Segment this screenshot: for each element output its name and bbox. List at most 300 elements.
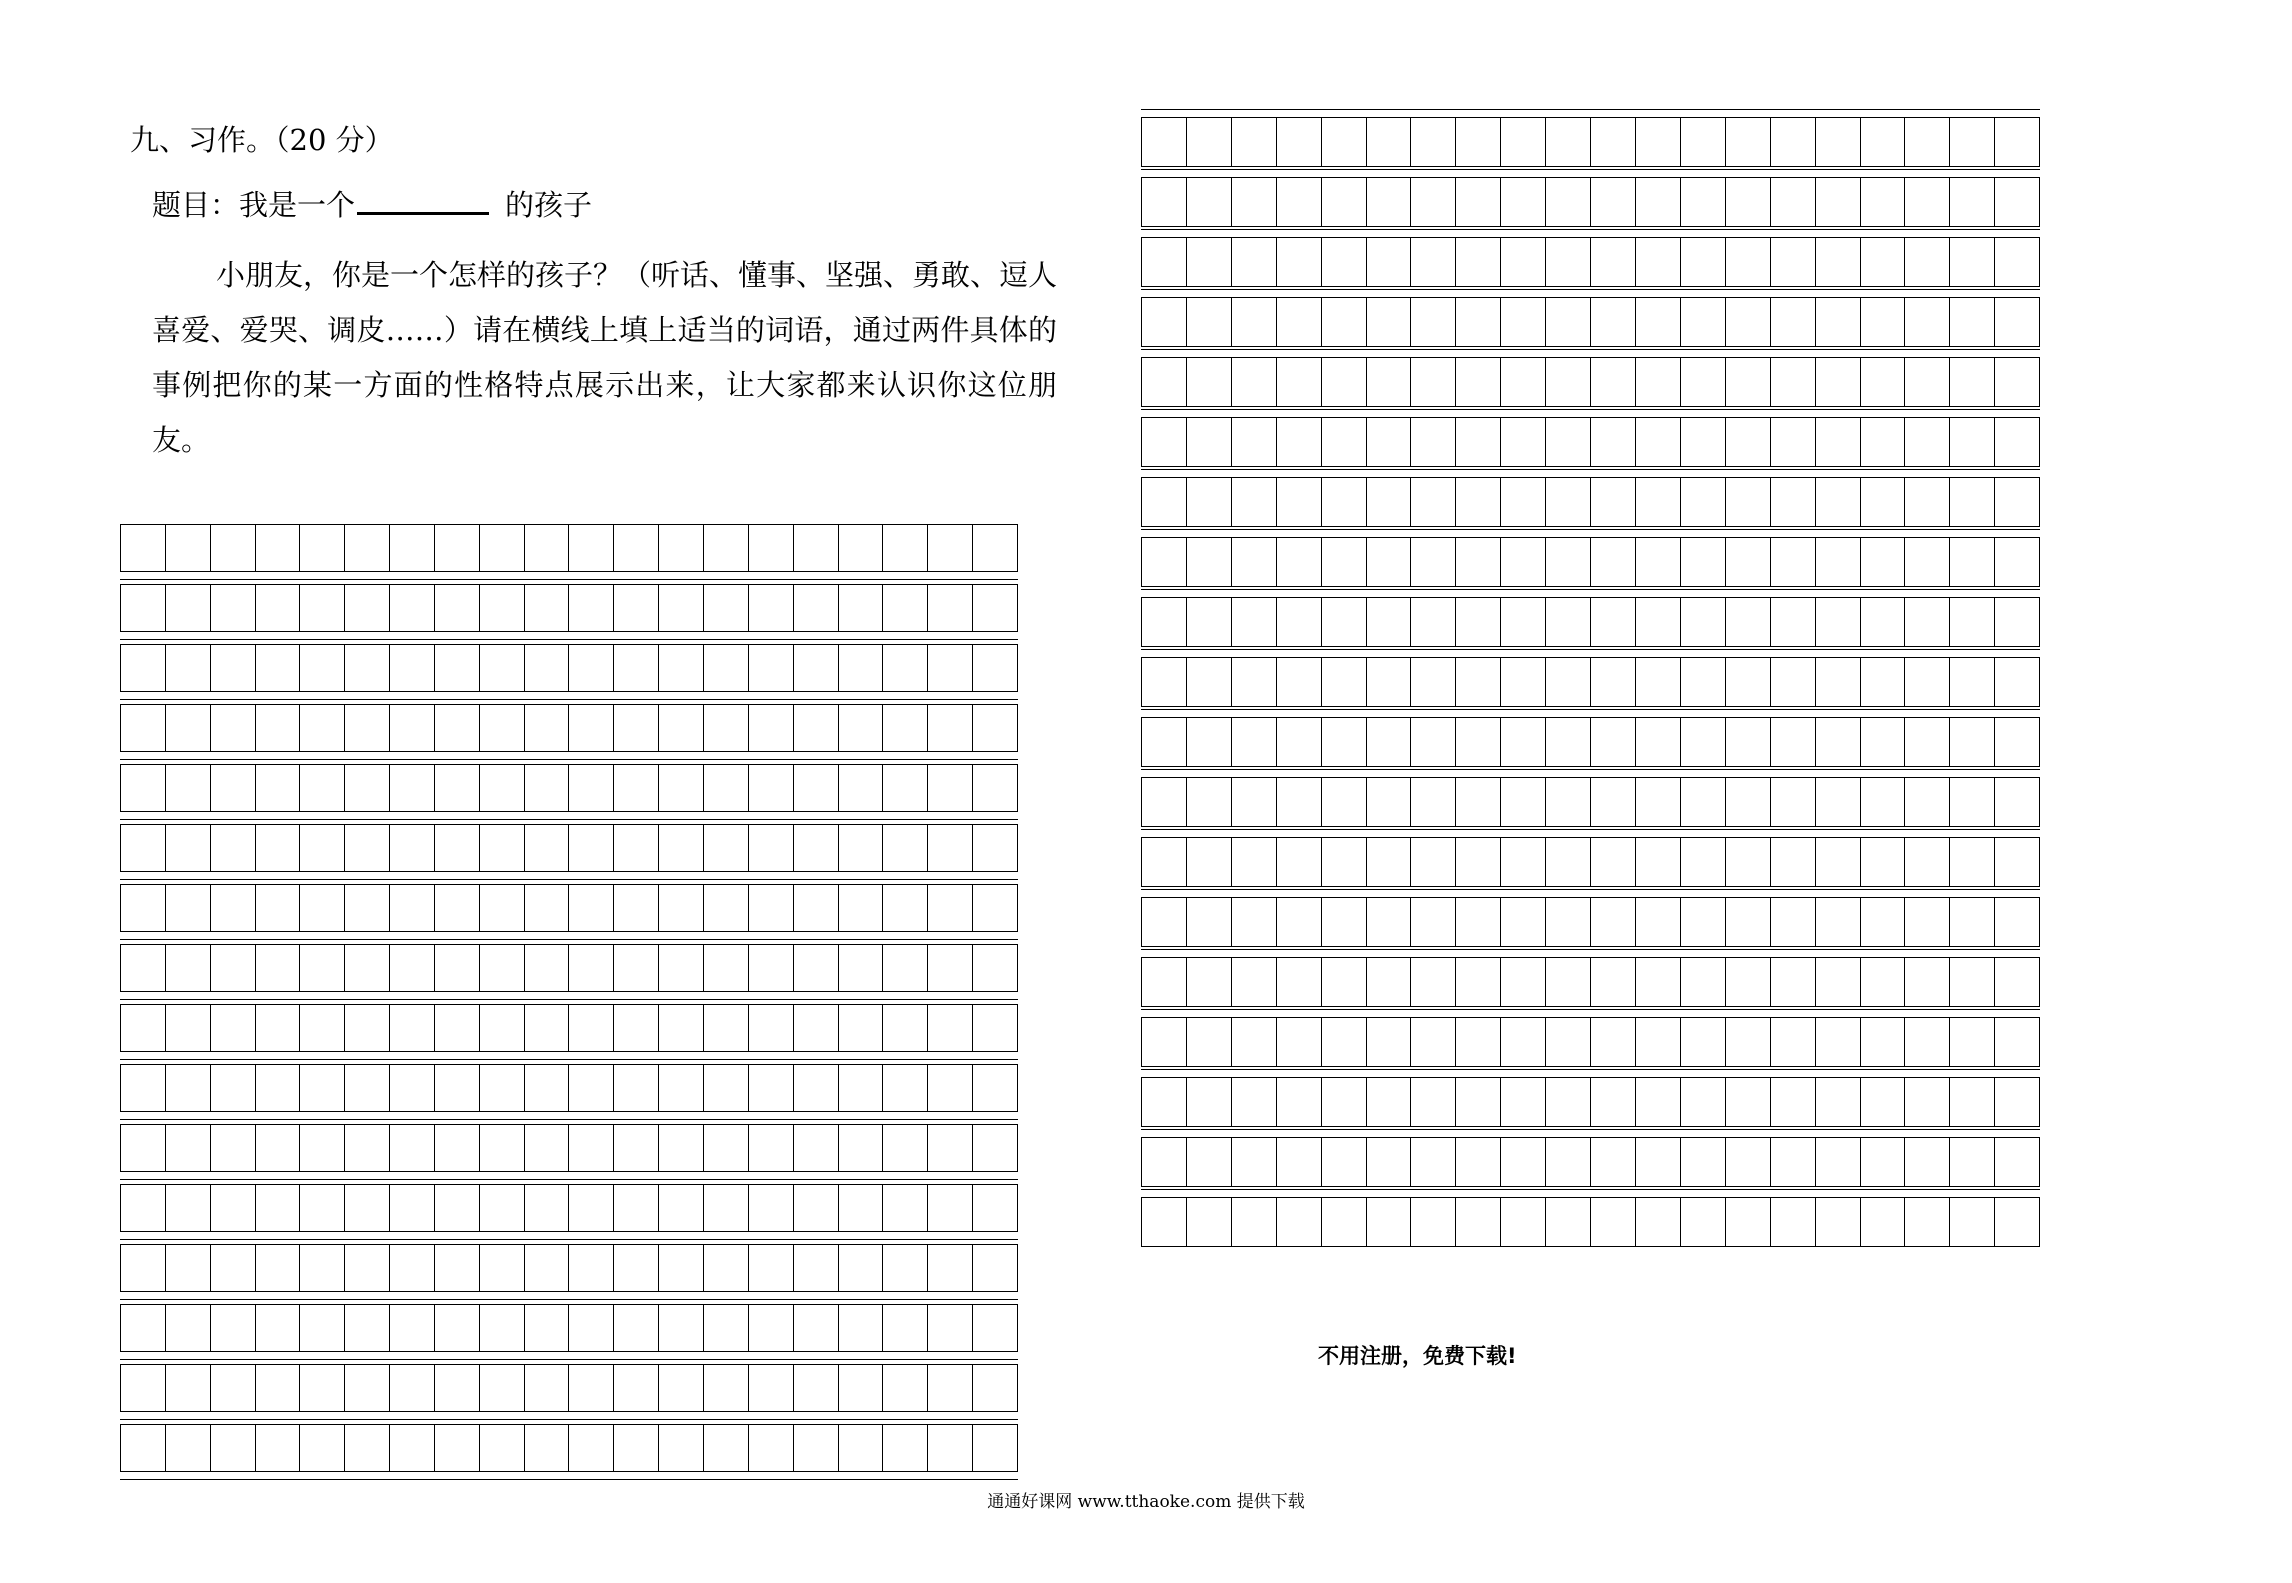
grid-cell[interactable] xyxy=(1545,1018,1590,1066)
grid-cell[interactable] xyxy=(434,585,479,631)
grid-cell[interactable] xyxy=(344,525,389,571)
grid-cell[interactable] xyxy=(1725,238,1770,286)
grid-cell[interactable] xyxy=(1725,958,1770,1006)
grid-cell[interactable] xyxy=(344,1005,389,1051)
grid-cell[interactable] xyxy=(658,585,703,631)
grid-cell[interactable] xyxy=(927,1305,972,1351)
grid-cell[interactable] xyxy=(524,1245,569,1291)
grid-cell[interactable] xyxy=(1231,1138,1276,1186)
grid-cell[interactable] xyxy=(1635,598,1680,646)
grid-cell[interactable] xyxy=(793,945,838,991)
grid-cell[interactable] xyxy=(1366,298,1411,346)
grid-cell[interactable] xyxy=(1366,478,1411,526)
grid-cell[interactable] xyxy=(1321,598,1366,646)
grid-cell[interactable] xyxy=(1186,958,1231,1006)
grid-cell[interactable] xyxy=(1815,178,1860,226)
grid-cell[interactable] xyxy=(793,765,838,811)
grid-cell[interactable] xyxy=(1455,478,1500,526)
grid-cell[interactable] xyxy=(927,1125,972,1171)
grid-cell[interactable] xyxy=(524,1125,569,1171)
grid-cell[interactable] xyxy=(1815,838,1860,886)
grid-cell[interactable] xyxy=(1815,238,1860,286)
grid-cell[interactable] xyxy=(1770,658,1815,706)
grid-cell[interactable] xyxy=(1142,238,1186,286)
grid-cell[interactable] xyxy=(479,945,524,991)
grid-cell[interactable] xyxy=(1815,1138,1860,1186)
grid-cell[interactable] xyxy=(210,645,255,691)
grid-cell[interactable] xyxy=(1635,718,1680,766)
grid-cell[interactable] xyxy=(1231,238,1276,286)
grid-cell[interactable] xyxy=(1366,958,1411,1006)
grid-cell[interactable] xyxy=(165,705,210,751)
grid-cell[interactable] xyxy=(479,1125,524,1171)
grid-cell[interactable] xyxy=(1949,778,1994,826)
grid-cell[interactable] xyxy=(1904,598,1949,646)
grid-cell[interactable] xyxy=(793,705,838,751)
grid-cell[interactable] xyxy=(1590,838,1635,886)
grid-cell[interactable] xyxy=(1545,1138,1590,1186)
grid-cell[interactable] xyxy=(613,945,658,991)
grid-cell[interactable] xyxy=(1142,1198,1186,1246)
grid-cell[interactable] xyxy=(1410,178,1455,226)
grid-cell[interactable] xyxy=(658,1185,703,1231)
grid-cell[interactable] xyxy=(389,1005,434,1051)
grid-cell[interactable] xyxy=(1635,778,1680,826)
grid-cell[interactable] xyxy=(1635,538,1680,586)
grid-cell[interactable] xyxy=(1770,1018,1815,1066)
grid-cell[interactable] xyxy=(568,705,613,751)
grid-cell[interactable] xyxy=(479,645,524,691)
grid-cell[interactable] xyxy=(1500,958,1545,1006)
grid-cell[interactable] xyxy=(1949,838,1994,886)
grid-cell[interactable] xyxy=(838,825,883,871)
grid-cell[interactable] xyxy=(524,645,569,691)
grid-cell[interactable] xyxy=(927,525,972,571)
grid-cell[interactable] xyxy=(479,765,524,811)
grid-cell[interactable] xyxy=(1500,118,1545,166)
grid-cell[interactable] xyxy=(568,645,613,691)
grid-cell[interactable] xyxy=(1231,358,1276,406)
grid-cell[interactable] xyxy=(1904,1078,1949,1126)
grid-cell[interactable] xyxy=(838,1185,883,1231)
grid-cell[interactable] xyxy=(703,1245,748,1291)
grid-cell[interactable] xyxy=(479,1305,524,1351)
grid-cell[interactable] xyxy=(882,945,927,991)
grid-cell[interactable] xyxy=(1455,718,1500,766)
grid-cell[interactable] xyxy=(121,1245,165,1291)
grid-cell[interactable] xyxy=(703,525,748,571)
grid-cell[interactable] xyxy=(121,1005,165,1051)
grid-cell[interactable] xyxy=(121,525,165,571)
grid-cell[interactable] xyxy=(1455,1138,1500,1186)
grid-cell[interactable] xyxy=(1770,298,1815,346)
grid-cell[interactable] xyxy=(1545,898,1590,946)
grid-cell[interactable] xyxy=(1994,838,2039,886)
grid-cell[interactable] xyxy=(1545,778,1590,826)
grid-cell[interactable] xyxy=(748,1065,793,1111)
grid-cell[interactable] xyxy=(658,945,703,991)
grid-cell[interactable] xyxy=(299,525,344,571)
grid-cell[interactable] xyxy=(1366,538,1411,586)
grid-cell[interactable] xyxy=(927,705,972,751)
grid-cell[interactable] xyxy=(1949,358,1994,406)
grid-cell[interactable] xyxy=(1860,238,1905,286)
grid-cell[interactable] xyxy=(1186,1138,1231,1186)
grid-cell[interactable] xyxy=(1815,538,1860,586)
grid-cell[interactable] xyxy=(434,1245,479,1291)
grid-cell[interactable] xyxy=(1590,538,1635,586)
grid-cell[interactable] xyxy=(882,1125,927,1171)
grid-cell[interactable] xyxy=(1994,358,2039,406)
grid-cell[interactable] xyxy=(1635,298,1680,346)
grid-cell[interactable] xyxy=(658,705,703,751)
grid-cell[interactable] xyxy=(1366,598,1411,646)
grid-cell[interactable] xyxy=(1410,718,1455,766)
grid-cell[interactable] xyxy=(1186,418,1231,466)
grid-cell[interactable] xyxy=(1725,118,1770,166)
grid-cell[interactable] xyxy=(613,885,658,931)
grid-cell[interactable] xyxy=(1635,358,1680,406)
grid-cell[interactable] xyxy=(972,705,1017,751)
grid-cell[interactable] xyxy=(1725,778,1770,826)
grid-cell[interactable] xyxy=(703,945,748,991)
grid-cell[interactable] xyxy=(748,1305,793,1351)
grid-cell[interactable] xyxy=(1904,418,1949,466)
grid-cell[interactable] xyxy=(1321,1078,1366,1126)
grid-cell[interactable] xyxy=(1455,1078,1500,1126)
grid-cell[interactable] xyxy=(299,885,344,931)
grid-cell[interactable] xyxy=(1994,118,2039,166)
grid-cell[interactable] xyxy=(1366,898,1411,946)
grid-cell[interactable] xyxy=(1949,898,1994,946)
grid-cell[interactable] xyxy=(1949,538,1994,586)
grid-cell[interactable] xyxy=(1949,1138,1994,1186)
grid-cell[interactable] xyxy=(703,585,748,631)
grid-cell[interactable] xyxy=(1142,298,1186,346)
grid-cell[interactable] xyxy=(1680,118,1725,166)
grid-cell[interactable] xyxy=(1994,1198,2039,1246)
grid-cell[interactable] xyxy=(1590,658,1635,706)
grid-cell[interactable] xyxy=(1410,658,1455,706)
grid-cell[interactable] xyxy=(838,1065,883,1111)
grid-cell[interactable] xyxy=(613,1065,658,1111)
grid-cell[interactable] xyxy=(121,1305,165,1351)
grid-cell[interactable] xyxy=(1500,418,1545,466)
grid-cell[interactable] xyxy=(479,825,524,871)
grid-cell[interactable] xyxy=(972,1005,1017,1051)
grid-cell[interactable] xyxy=(1410,358,1455,406)
grid-cell[interactable] xyxy=(793,1305,838,1351)
grid-cell[interactable] xyxy=(165,1005,210,1051)
grid-cell[interactable] xyxy=(1994,238,2039,286)
grid-cell[interactable] xyxy=(1186,778,1231,826)
grid-cell[interactable] xyxy=(1455,898,1500,946)
grid-cell[interactable] xyxy=(1949,178,1994,226)
grid-cell[interactable] xyxy=(882,705,927,751)
grid-cell[interactable] xyxy=(1590,178,1635,226)
grid-cell[interactable] xyxy=(255,525,300,571)
grid-cell[interactable] xyxy=(1904,958,1949,1006)
grid-cell[interactable] xyxy=(1366,1078,1411,1126)
grid-cell[interactable] xyxy=(972,1305,1017,1351)
grid-cell[interactable] xyxy=(613,645,658,691)
grid-cell[interactable] xyxy=(568,765,613,811)
grid-cell[interactable] xyxy=(703,1065,748,1111)
grid-cell[interactable] xyxy=(1904,778,1949,826)
grid-cell[interactable] xyxy=(1949,1078,1994,1126)
grid-cell[interactable] xyxy=(299,825,344,871)
grid-cell[interactable] xyxy=(1815,358,1860,406)
grid-cell[interactable] xyxy=(882,1425,927,1471)
grid-cell[interactable] xyxy=(882,1065,927,1111)
grid-cell[interactable] xyxy=(479,1065,524,1111)
grid-cell[interactable] xyxy=(1994,778,2039,826)
grid-cell[interactable] xyxy=(927,585,972,631)
grid-cell[interactable] xyxy=(1276,598,1321,646)
grid-cell[interactable] xyxy=(1455,298,1500,346)
grid-cell[interactable] xyxy=(1635,1078,1680,1126)
grid-cell[interactable] xyxy=(121,1425,165,1471)
grid-cell[interactable] xyxy=(1904,478,1949,526)
grid-cell[interactable] xyxy=(748,1425,793,1471)
grid-cell[interactable] xyxy=(165,1245,210,1291)
grid-cell[interactable] xyxy=(1366,178,1411,226)
grid-cell[interactable] xyxy=(255,1425,300,1471)
grid-cell[interactable] xyxy=(255,1365,300,1411)
grid-cell[interactable] xyxy=(1321,658,1366,706)
grid-cell[interactable] xyxy=(344,945,389,991)
grid-cell[interactable] xyxy=(210,885,255,931)
grid-cell[interactable] xyxy=(1635,238,1680,286)
grid-cell[interactable] xyxy=(1231,418,1276,466)
grid-cell[interactable] xyxy=(882,765,927,811)
grid-cell[interactable] xyxy=(255,1005,300,1051)
grid-cell[interactable] xyxy=(1725,658,1770,706)
grid-cell[interactable] xyxy=(1410,1138,1455,1186)
grid-cell[interactable] xyxy=(479,585,524,631)
grid-cell[interactable] xyxy=(1186,718,1231,766)
grid-cell[interactable] xyxy=(389,765,434,811)
grid-cell[interactable] xyxy=(793,1185,838,1231)
grid-cell[interactable] xyxy=(1366,418,1411,466)
grid-cell[interactable] xyxy=(1815,658,1860,706)
grid-cell[interactable] xyxy=(1142,898,1186,946)
grid-cell[interactable] xyxy=(434,1365,479,1411)
grid-cell[interactable] xyxy=(1590,358,1635,406)
grid-cell[interactable] xyxy=(793,1425,838,1471)
grid-cell[interactable] xyxy=(1680,238,1725,286)
grid-cell[interactable] xyxy=(568,1245,613,1291)
grid-cell[interactable] xyxy=(121,585,165,631)
grid-cell[interactable] xyxy=(1366,358,1411,406)
grid-cell[interactable] xyxy=(1860,1018,1905,1066)
grid-cell[interactable] xyxy=(972,585,1017,631)
grid-cell[interactable] xyxy=(344,1425,389,1471)
grid-cell[interactable] xyxy=(1994,298,2039,346)
grid-cell[interactable] xyxy=(389,1425,434,1471)
grid-cell[interactable] xyxy=(479,1005,524,1051)
grid-cell[interactable] xyxy=(1904,1138,1949,1186)
grid-cell[interactable] xyxy=(1680,538,1725,586)
grid-cell[interactable] xyxy=(1860,418,1905,466)
grid-cell[interactable] xyxy=(972,945,1017,991)
grid-cell[interactable] xyxy=(1231,298,1276,346)
grid-cell[interactable] xyxy=(434,1065,479,1111)
grid-cell[interactable] xyxy=(1860,718,1905,766)
grid-cell[interactable] xyxy=(1860,358,1905,406)
grid-cell[interactable] xyxy=(299,1185,344,1231)
grid-cell[interactable] xyxy=(389,525,434,571)
grid-cell[interactable] xyxy=(568,885,613,931)
grid-cell[interactable] xyxy=(1725,478,1770,526)
grid-cell[interactable] xyxy=(299,1245,344,1291)
grid-cell[interactable] xyxy=(1770,1078,1815,1126)
grid-cell[interactable] xyxy=(748,1005,793,1051)
grid-cell[interactable] xyxy=(1545,958,1590,1006)
grid-cell[interactable] xyxy=(255,585,300,631)
grid-cell[interactable] xyxy=(793,1065,838,1111)
grid-cell[interactable] xyxy=(1276,658,1321,706)
grid-cell[interactable] xyxy=(1590,718,1635,766)
grid-cell[interactable] xyxy=(479,705,524,751)
grid-cell[interactable] xyxy=(121,705,165,751)
grid-cell[interactable] xyxy=(1500,358,1545,406)
grid-cell[interactable] xyxy=(344,1245,389,1291)
grid-cell[interactable] xyxy=(1186,358,1231,406)
grid-cell[interactable] xyxy=(1142,838,1186,886)
grid-cell[interactable] xyxy=(838,1305,883,1351)
grid-cell[interactable] xyxy=(1142,418,1186,466)
grid-cell[interactable] xyxy=(1994,958,2039,1006)
grid-cell[interactable] xyxy=(255,945,300,991)
grid-cell[interactable] xyxy=(1500,778,1545,826)
grid-cell[interactable] xyxy=(1994,598,2039,646)
grid-cell[interactable] xyxy=(1500,538,1545,586)
grid-cell[interactable] xyxy=(434,705,479,751)
grid-cell[interactable] xyxy=(1186,838,1231,886)
grid-cell[interactable] xyxy=(927,645,972,691)
grid-cell[interactable] xyxy=(344,1125,389,1171)
grid-cell[interactable] xyxy=(1142,718,1186,766)
grid-cell[interactable] xyxy=(1815,1078,1860,1126)
grid-cell[interactable] xyxy=(165,525,210,571)
grid-cell[interactable] xyxy=(479,1185,524,1231)
grid-cell[interactable] xyxy=(1186,118,1231,166)
grid-cell[interactable] xyxy=(838,585,883,631)
grid-cell[interactable] xyxy=(344,765,389,811)
grid-cell[interactable] xyxy=(972,645,1017,691)
grid-cell[interactable] xyxy=(121,1065,165,1111)
grid-cell[interactable] xyxy=(1994,658,2039,706)
grid-cell[interactable] xyxy=(1680,1198,1725,1246)
grid-cell[interactable] xyxy=(1860,538,1905,586)
grid-cell[interactable] xyxy=(434,885,479,931)
grid-cell[interactable] xyxy=(1276,898,1321,946)
grid-cell[interactable] xyxy=(1366,838,1411,886)
grid-cell[interactable] xyxy=(1142,178,1186,226)
grid-cell[interactable] xyxy=(1860,658,1905,706)
grid-cell[interactable] xyxy=(568,525,613,571)
grid-cell[interactable] xyxy=(1366,718,1411,766)
grid-cell[interactable] xyxy=(568,1365,613,1411)
grid-cell[interactable] xyxy=(255,765,300,811)
grid-cell[interactable] xyxy=(1231,838,1276,886)
grid-cell[interactable] xyxy=(1725,298,1770,346)
grid-cell[interactable] xyxy=(1725,1198,1770,1246)
grid-cell[interactable] xyxy=(255,885,300,931)
grid-cell[interactable] xyxy=(1770,418,1815,466)
grid-cell[interactable] xyxy=(1366,1018,1411,1066)
grid-cell[interactable] xyxy=(344,1305,389,1351)
grid-cell[interactable] xyxy=(972,1245,1017,1291)
grid-cell[interactable] xyxy=(255,1245,300,1291)
grid-cell[interactable] xyxy=(1321,898,1366,946)
grid-cell[interactable] xyxy=(1545,598,1590,646)
grid-cell[interactable] xyxy=(1321,958,1366,1006)
grid-cell[interactable] xyxy=(1276,778,1321,826)
grid-cell[interactable] xyxy=(1815,898,1860,946)
grid-cell[interactable] xyxy=(434,825,479,871)
grid-cell[interactable] xyxy=(479,525,524,571)
grid-cell[interactable] xyxy=(255,1305,300,1351)
grid-cell[interactable] xyxy=(1994,478,2039,526)
grid-cell[interactable] xyxy=(1815,118,1860,166)
grid-cell[interactable] xyxy=(299,1005,344,1051)
grid-cell[interactable] xyxy=(1410,1078,1455,1126)
grid-cell[interactable] xyxy=(434,645,479,691)
grid-cell[interactable] xyxy=(1276,178,1321,226)
grid-cell[interactable] xyxy=(524,525,569,571)
grid-cell[interactable] xyxy=(658,1245,703,1291)
grid-cell[interactable] xyxy=(882,885,927,931)
grid-cell[interactable] xyxy=(613,705,658,751)
grid-cell[interactable] xyxy=(299,645,344,691)
grid-cell[interactable] xyxy=(121,825,165,871)
grid-cell[interactable] xyxy=(434,945,479,991)
grid-cell[interactable] xyxy=(1500,1198,1545,1246)
grid-cell[interactable] xyxy=(1545,478,1590,526)
grid-cell[interactable] xyxy=(1231,538,1276,586)
grid-cell[interactable] xyxy=(524,885,569,931)
grid-cell[interactable] xyxy=(972,825,1017,871)
grid-cell[interactable] xyxy=(568,945,613,991)
grid-cell[interactable] xyxy=(1949,1018,1994,1066)
grid-cell[interactable] xyxy=(165,1125,210,1171)
grid-cell[interactable] xyxy=(1949,1198,1994,1246)
grid-cell[interactable] xyxy=(882,1185,927,1231)
grid-cell[interactable] xyxy=(1590,478,1635,526)
grid-cell[interactable] xyxy=(972,765,1017,811)
grid-cell[interactable] xyxy=(1545,418,1590,466)
grid-cell[interactable] xyxy=(434,765,479,811)
grid-cell[interactable] xyxy=(389,1125,434,1171)
grid-cell[interactable] xyxy=(927,1065,972,1111)
grid-cell[interactable] xyxy=(1860,958,1905,1006)
grid-cell[interactable] xyxy=(748,1125,793,1171)
grid-cell[interactable] xyxy=(1142,118,1186,166)
grid-cell[interactable] xyxy=(1276,478,1321,526)
grid-cell[interactable] xyxy=(1949,958,1994,1006)
grid-cell[interactable] xyxy=(1321,778,1366,826)
grid-cell[interactable] xyxy=(1815,778,1860,826)
grid-cell[interactable] xyxy=(1410,418,1455,466)
grid-cell[interactable] xyxy=(1815,718,1860,766)
grid-cell[interactable] xyxy=(1410,598,1455,646)
grid-cell[interactable] xyxy=(344,885,389,931)
grid-cell[interactable] xyxy=(165,1305,210,1351)
grid-cell[interactable] xyxy=(165,825,210,871)
grid-cell[interactable] xyxy=(1635,898,1680,946)
